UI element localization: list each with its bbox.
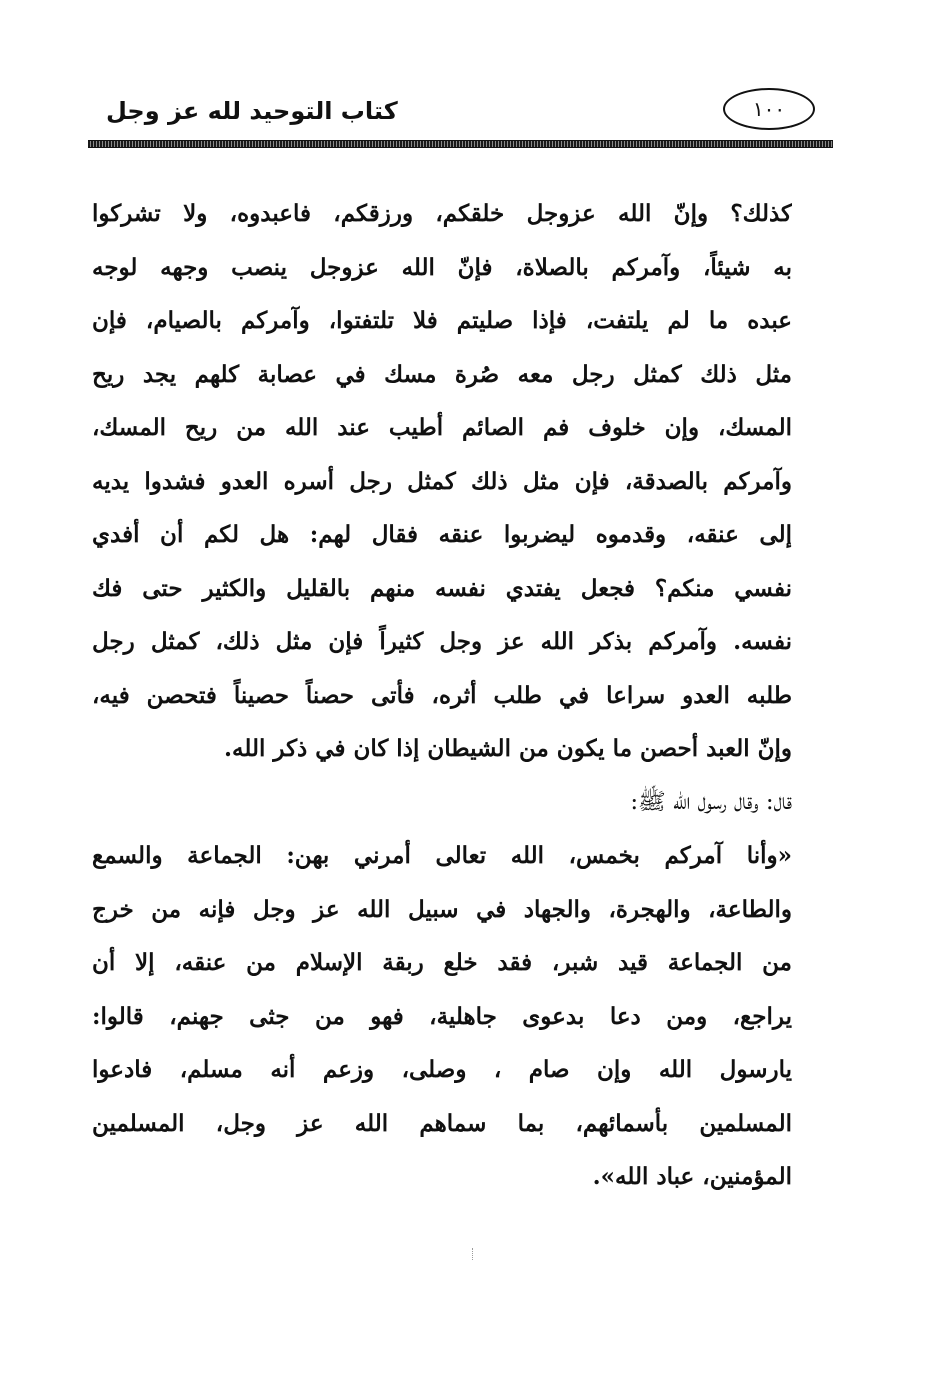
paragraph-end-line: المؤمنين، عباد الله». <box>592 1163 792 1190</box>
hadith-intro-line: قال: وقال رسول الله ﷺ: <box>630 788 792 815</box>
text-line: المسلمين بأسمائهم، بما سماهم الله عز وجل، المسلمين <box>92 1109 792 1137</box>
text-line: يراجع، ومن دعا بدعوى جاهلية، فهو من جثى جهنم، قالوا: <box>92 1002 792 1030</box>
header-rule <box>88 140 833 148</box>
text-line: به شيئاً، وآمركم بالصلاة، فإنّ الله عزوجل ينصب وجهه لوجه <box>92 253 792 281</box>
text-line: طلبه العدو سراعا في طلب أثره، فأتى حصناً حصيناً فتحصن فيه، <box>92 681 792 709</box>
text-line: كذلك؟ وإنّ الله عزوجل خلقكم، ورزقكم، فاعبدوه، ولا تشركوا <box>92 200 792 227</box>
book-title: كتاب التوحيد لله عز وجل <box>106 97 398 125</box>
footer-mark <box>472 1248 474 1260</box>
running-header <box>88 78 833 140</box>
text-line: وآمركم بالصدقة، فإن مثل ذلك كمثل رجل أسره العدو فشدوا يديه <box>92 467 792 495</box>
text-line: من الجماعة قيد شبر، فقد خلع ربقة الإسلام من عنقه، إلا أن <box>92 949 792 976</box>
text-line: نفسي منكم؟ فجعل يفتدي نفسه منهم بالقليل والكثير حتى فك <box>92 574 792 602</box>
text-line: والطاعة، والهجرة، والجهاد في سبيل الله عز وجل فإنه من خرج <box>92 895 792 923</box>
paragraph-end-line: وإنّ العبد أحصن ما يكون من الشيطان إذا كان في ذكر الله. <box>224 735 792 762</box>
text-line: «وأنا آمركم بخمس، الله تعالى أمرني بهن: الجماعة والسمع <box>92 842 792 869</box>
text-line: المسك، وإن خلوف فم الصائم أطيب عند الله من ريح المسك، <box>92 414 792 441</box>
page-number: ١٠٠ <box>723 88 815 130</box>
text-line: نفسه. وآمركم بذكر الله عز وجل كثيراً فإن مثل ذلك، كمثل رجل <box>92 628 792 655</box>
text-line: إلى عنقه، وقدموه ليضربوا عنقه فقال لهم: هل لكم أن أفدي <box>92 521 792 548</box>
text-line: يارسول الله وإن صام ، وصلى، وزعم أنه مسلم، فادعوا <box>92 1056 792 1083</box>
text-line: مثل ذلك كمثل رجل معه صُرة مسك في عصابة كلهم يجد ريح <box>92 360 792 388</box>
text-body <box>92 187 792 1204</box>
text-line: عبده ما لم يلتفت، فإذا صليتم فلا تلتفتوا، وآمركم بالصيام، فإن <box>92 307 792 334</box>
